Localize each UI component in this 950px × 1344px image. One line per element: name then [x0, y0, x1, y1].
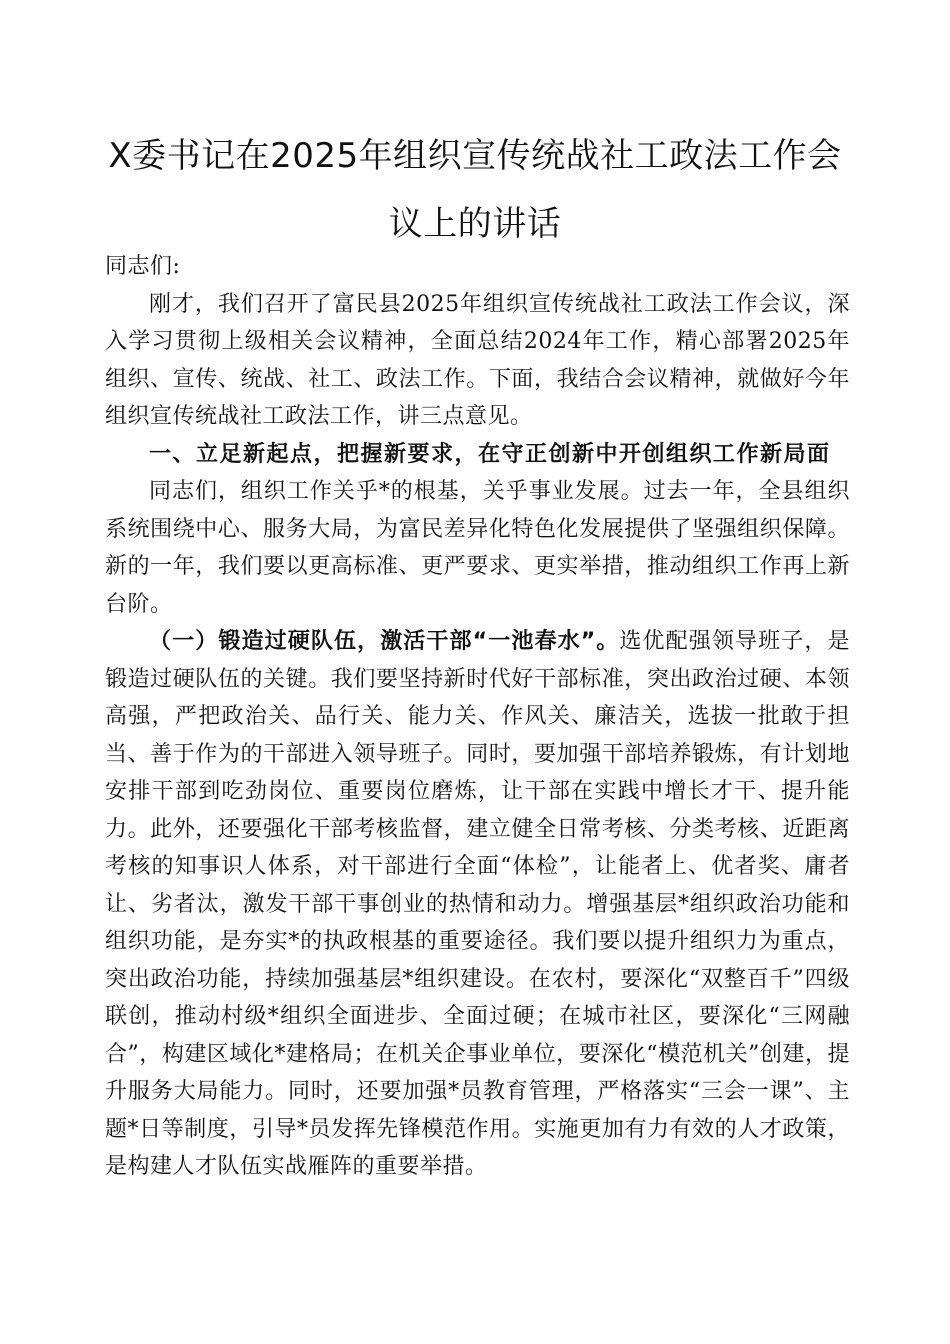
subsection-1-lead: （一）锻造过硬队伍，激活干部“一池春水”。 [149, 629, 620, 654]
subsection-1-body: 选优配强领导班子，是锻造过硬队伍的关键。我们要坚持新时代好干部标准，突出政治过硬、本领高强，严把政治关、品行关、能力关、作风关、廉洁关，选拔一批敢于担当、善于作为的干部进入领导班子。同时，要加强干部培养锻炼，有计划地安排干部到吃劲岗位、重要岗位磨炼，让干部在实践中增长才干、提升能力。此外，还要强化干部考核监督，建立健全日常考核、分类考核、近距离考核的知事识人体系，对干部进行全面“体检”，让能者上、优者奖、庸者让、劣者汰，激发干部干事创业的热情和动力。增强基层*组织政治功能和组织功能，是夯实*的执政根基的重要途径。我们要以提升组织力为重点，突出政治功能，持续加强基层*组织建设。在农村，要深化“双整百千”四级联创，推动村级*组织全面进步、全面过硬；在城市社区，要深化“三网融合”，构建区域化*建格局；在机关企事业单位，要深化“模范机关”创建，提升服务大局能力。同时，还要加强*员教育管理，严格落实“三会一课”、主题*日等制度，引导*员发挥先锋模范作用。实施更加有力有效的人才政策，是构建人才队伍实战雁阵的重要举措。 [105, 629, 850, 1179]
document-title-line-2: 议上的讲话 [388, 204, 562, 244]
salutation: 同志们: [105, 254, 181, 279]
section-1-heading: 一、立足新起点，把握新要求，在守正创新中开创组织工作新局面 [149, 441, 831, 467]
section-1-intro-paragraph: 同志们，组织工作关乎*的根基，关乎事业发展。过去一年，全县组织系统围绕中心、服务大局，为富民差异化特色化发展提供了坚强组织保障。新的一年，我们要以更高标准、更严要求、更实举措，推动组织工作再上新台阶。 [105, 479, 850, 617]
intro-paragraph: 刚才，我们召开了富民县2025年组织宣传统战社工政法工作会议，深入学习贯彻上级相关会议精神，全面总结2024年工作，精心部署2025年组织、宣传、统战、社工、政法工作。下面，我结合会议精神，就做好今年组织宣传统战社工政法工作，讲三点意见。 [105, 291, 850, 429]
document-title-line-1: X委书记在2025年组织宣传统战社工政法工作会 [108, 136, 842, 176]
subsection-1-paragraph [105, 623, 850, 1186]
document-body [105, 248, 850, 1186]
